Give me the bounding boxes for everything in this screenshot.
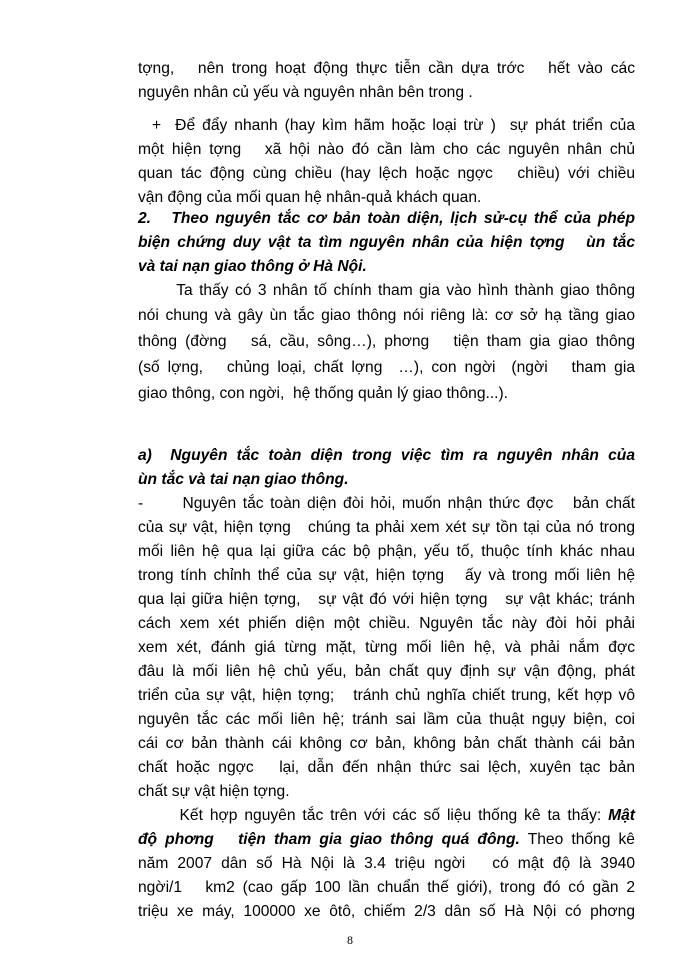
subsection-heading: a) Nguyên tắc toàn diện trong việc tìm ra nguyên nhân của: [138, 447, 635, 464]
text-line: triển của sự vật, hiện tợng; tránh chủ nghĩa chiết trung, kết hợp vô: [138, 687, 635, 704]
text-line: mối liên hệ qua lại giữa các bộ phận, yếu tố, thuộc tính khác nhau: [138, 543, 635, 560]
text-line: triệu xe máy, 100000 xe ôtô, chiếm 2/3 dân số Hà Nội có phơng: [138, 903, 635, 920]
subsection-heading: ùn tắc và tai nạn giao thông.: [138, 471, 349, 488]
text-line: - Nguyên tắc toàn diện đòi hỏi, muốn nhận thức đợc bản chất: [138, 495, 635, 512]
emphasis-run: độ phơng tiện tham gia giao thông quá đông.: [138, 831, 520, 848]
text-run: Theo thống kê: [519, 831, 635, 848]
text-line: cái cơ bản thành cái không cơ bản, không bản chất thành cái bản: [138, 735, 635, 752]
text-line: đâu là mối liên hệ chủ yếu, bản chất quy định sự vận động, phát: [138, 663, 635, 680]
text-line: một hiện tợng xã hội nào đó cần làm cho các nguyên nhân chủ: [138, 141, 635, 158]
text-line: thông (đờng sá, cầu, sông…), phơng tiện tham gia giao thông: [138, 333, 635, 350]
text-line: nguyên nhân củ yếu và nguyên nhân bên trong .: [138, 84, 473, 101]
text-line: nguyên tắc các mối liên hệ; tránh sai lầm của thuật ngụy biện, coi: [138, 711, 635, 728]
text-line: (số lợng, chủng loại, chất lợng …), con ngời (ngời tham gia: [138, 359, 635, 376]
text-line: cách xem xét phiến diện một chiều. Nguyên tắc này đòi hỏi phải: [138, 615, 635, 632]
emphasis-run: Mật: [608, 807, 635, 824]
text-line: Ta thấy có 3 nhân tố chính tham gia vào hình thành giao thông: [138, 282, 635, 299]
text-line: xem xét, đánh giá từng mặt, từng mối liên hệ, và phải nắm đợc: [138, 639, 635, 656]
text-line: của sự vật, hiện tợng chúng ta phải xem xét sự tồn tại của nó trong: [138, 519, 635, 536]
text-line: chất hoặc ngợc lại, dẫn đến nhận thức sai lệch, xuyên tạc bản: [138, 759, 635, 776]
text-line: vận động của mối quan hệ nhân-quả khách quan.: [138, 189, 482, 206]
text-line: trong tính chỉnh thể của sự vật, hiện tợng ấy và trong mối liên hệ: [138, 567, 635, 584]
text-line: ngời/1 km2 (cao gấp 100 lần chuẩn thế giới), trong đó có gần 2: [138, 879, 635, 896]
section-heading: và tai nạn giao thông ở Hà Nội.: [138, 258, 367, 275]
text-line: năm 2007 dân số Hà Nội là 3.4 triệu ngời có mật độ là 3940: [138, 855, 635, 872]
text-line: quan tác động cùng chiều (hay lệch hoặc ngợc chiều) với chiều: [138, 165, 635, 182]
text-run: Kết hợp nguyên tắc trên với các số liệu thống kê ta thấy:: [138, 807, 609, 824]
text-line: chất sự vật hiện tợng.: [138, 783, 290, 800]
text-line: [138, 804, 635, 828]
text-line: qua lại giữa hiện tợng, sự vật đó với hiện tợng sự vật khác; tránh: [138, 591, 635, 608]
text-line: giao thông, con ngời, hệ thống quản lý giao thông...).: [138, 385, 509, 402]
page-number: 8: [347, 933, 353, 947]
text-line: nói chung và gây ùn tắc giao thông nói riêng là: cơ sở hạ tầng giao: [138, 307, 635, 324]
section-heading: 2. Theo nguyên tắc cơ bản toàn diện, lịch sử-cụ thể của phép: [138, 210, 635, 227]
text-line: tợng, nên trong hoạt động thực tiễn cần dựa trớc hết vào các: [138, 60, 635, 77]
section-heading: biện chứng duy vật ta tìm nguyên nhân của hiện tợng ùn tắc: [138, 234, 635, 251]
text-line: + Để đẩy nhanh (hay kìm hãm hoặc loại trừ ) sự phát triển của: [138, 117, 635, 134]
text-line: [138, 828, 635, 852]
